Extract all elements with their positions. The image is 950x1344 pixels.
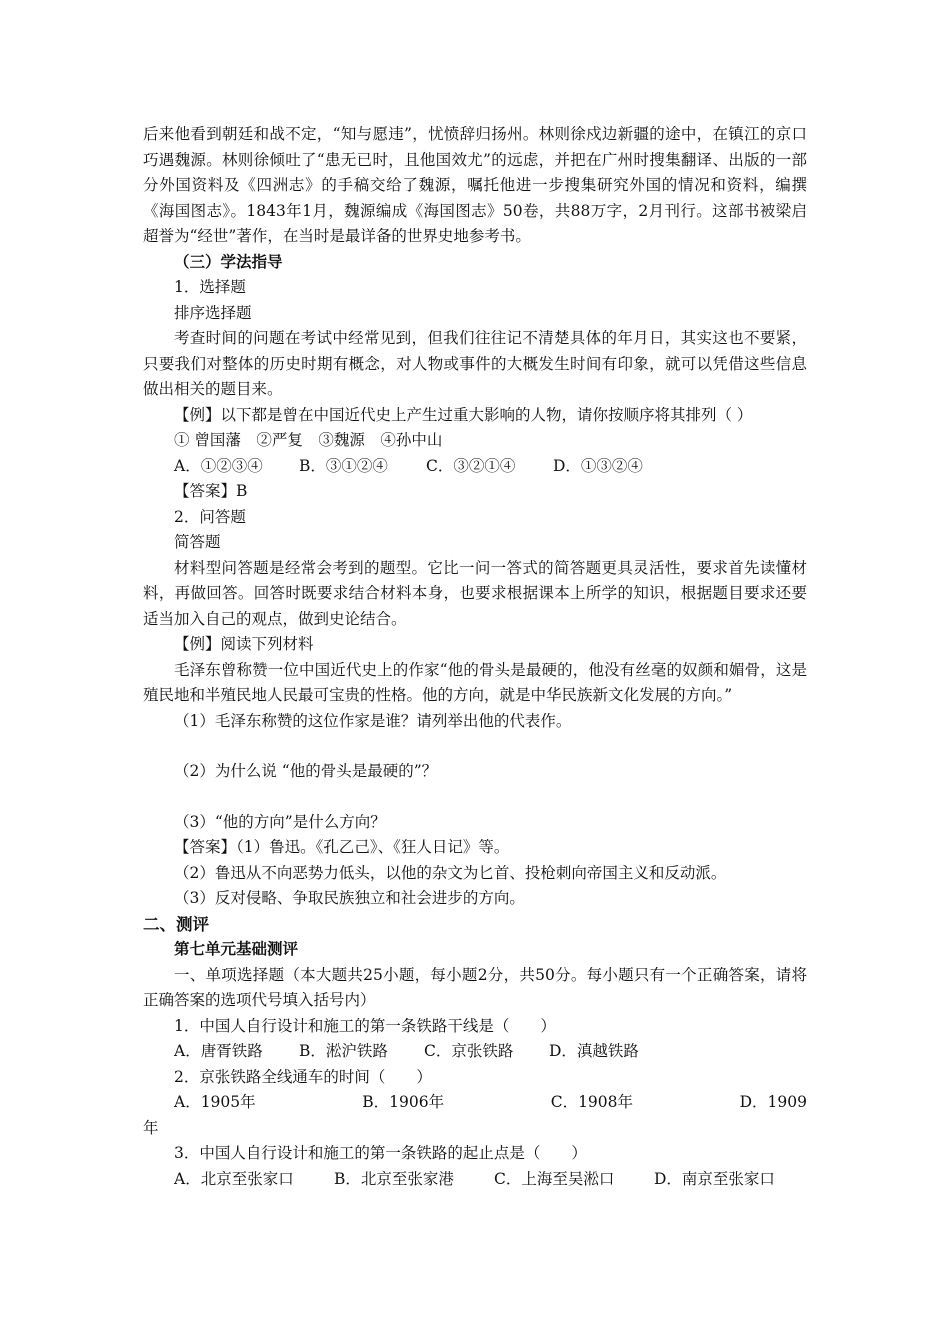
test-q2-option-b: B．1906年 xyxy=(362,1093,445,1111)
q2-answer-1: 【答案】（1）鲁迅。《孔乙己》、《狂人日记》等。 xyxy=(174,838,510,856)
q1-options xyxy=(143,454,807,480)
test-q1-option-a: A．唐胥铁路 xyxy=(174,1042,263,1060)
test-q1-option-d: D．滇越铁路 xyxy=(549,1042,639,1060)
test-q2-option-d: D．1909 xyxy=(739,1093,807,1111)
q2-subquestion-3: （3）“他的方向”是什么方向？ xyxy=(174,812,386,831)
q2-label: 2．问答题 xyxy=(174,507,246,526)
test-q2-option-a: A．1905年 xyxy=(174,1093,256,1111)
test-q1-option-b: B．淞沪铁路 xyxy=(299,1042,388,1060)
intro-paragraph: 后来他看到朝廷和战不定，“知与愿违”，忧愤辞归扬州。林则徐戍边新疆的途中，在镇江的京口巧遇魏源。林则徐倾吐了“患无已时，且他国效尤”的远虑，并把在广州时搜集翻译、出版的一部分外国资料及《四洲志》的手稿交给了魏源，嘱托他进一步搜集研究外国的情况和资料，编撰《海国图志》。1843年1月，魏源编成《海国图志》50卷，共88万字，2月刊行。这部书被梁启超誉为“经世”著作，在当时是最详备的世界史地参考书。 xyxy=(143,125,807,245)
unit-title: 第七单元基础测评 xyxy=(174,940,299,958)
test-q3: 3．中国人自行设计和施工的第一条铁路的起止点是（ ） xyxy=(174,1144,587,1162)
q1-option-b: B．③①②④ xyxy=(299,456,388,475)
q2-subquestion-2: （2）为什么说 “他的骨头是最硬的”？ xyxy=(174,762,438,780)
test-q2-option-d-wrap: 年 xyxy=(143,1118,159,1137)
q1-option-c: C．③②①④ xyxy=(426,456,516,475)
q2-subquestion-1: （1）毛泽东称赞的这位作家是谁？请列举出他的代表作。 xyxy=(174,711,572,730)
q2-description: 材料型问答题是经常会考到的题型。它比一问一答式的简答题更具灵活性，要求首先读懂材料，再做回答。回答时既要求结合材料本身，也要求根据课本上所学的知识，根据题目要求还要适当加入自己的观点，做到史论结合。 xyxy=(143,558,807,628)
test-q1: 1．中国人自行设计和施工的第一条铁路干线是（ ） xyxy=(174,1016,556,1035)
q2-answer-2: （2）鲁迅从不向恶势力低头，以他的杂文为匕首、投枪刺向帝国主义和反动派。 xyxy=(174,863,727,882)
answer-space xyxy=(143,734,807,759)
q2-type: 简答题 xyxy=(174,533,221,551)
q1-label: 1．选择题 xyxy=(174,278,246,296)
q1-type: 排序选择题 xyxy=(174,303,252,322)
test-q3-options xyxy=(143,1167,807,1193)
q1-people: ① 曾国藩 ②严复 ③魏源 ④孙中山 xyxy=(174,431,443,449)
q2-answer-3: （3）反对侵略、争取民族独立和社会进步的方向。 xyxy=(174,889,525,907)
test-q3-option-c: C．上海至吴淞口 xyxy=(494,1169,615,1188)
test-q2: 2．京张铁路全线通车的时间（ ） xyxy=(174,1067,432,1086)
q1-option-d: D．①③②④ xyxy=(553,456,643,475)
q1-example: 【例】以下都是曾在中国近代史上产生过重大影响的人物，请你按顺序将其排列（ ） xyxy=(174,405,753,424)
test-q1-options xyxy=(143,1039,807,1065)
q1-option-a: A．①②③④ xyxy=(174,456,263,475)
test-q1-option-c: C．京张铁路 xyxy=(424,1042,514,1060)
test-heading: 二、测评 xyxy=(143,914,209,934)
answer-space xyxy=(143,785,807,810)
section-instructions: 一、单项选择题（本大题共25小题，每小题2分，共50分。每小题只有一个正确答案，请将正确答案的选项代号填入括号内） xyxy=(143,965,807,1009)
q1-answer: 【答案】B xyxy=(174,482,248,500)
q1-description: 考查时间的问题在考试中经常见到，但我们往往记不清楚具体的年月日，其实这也不要紧，只要我们对整体的历史时期有概念，对人物或事件的大概发生时间有印象，就可以凭借这些信息做出相关的题目来。 xyxy=(143,329,807,398)
test-q2-option-c: C．1908年 xyxy=(550,1093,634,1111)
document-body xyxy=(143,122,807,1192)
q2-material: 毛泽东曾称赞一位中国近代史上的作家“他的骨头是最硬的，他没有丝毫的奴颜和媚骨，这是殖民地和半殖民地人民最可宝贵的性格。他的方向，就是中华民族新文化发展的方向。” xyxy=(143,660,807,704)
q2-example: 【例】阅读下列材料 xyxy=(174,635,314,653)
method-heading: （三）学法指导 xyxy=(174,252,283,271)
test-q3-option-b: B．北京至张家港 xyxy=(334,1169,454,1188)
test-q3-option-d: D．南京至张家口 xyxy=(654,1169,775,1188)
test-q3-option-a: A．北京至张家口 xyxy=(174,1169,294,1188)
test-q2-options xyxy=(143,1090,807,1116)
